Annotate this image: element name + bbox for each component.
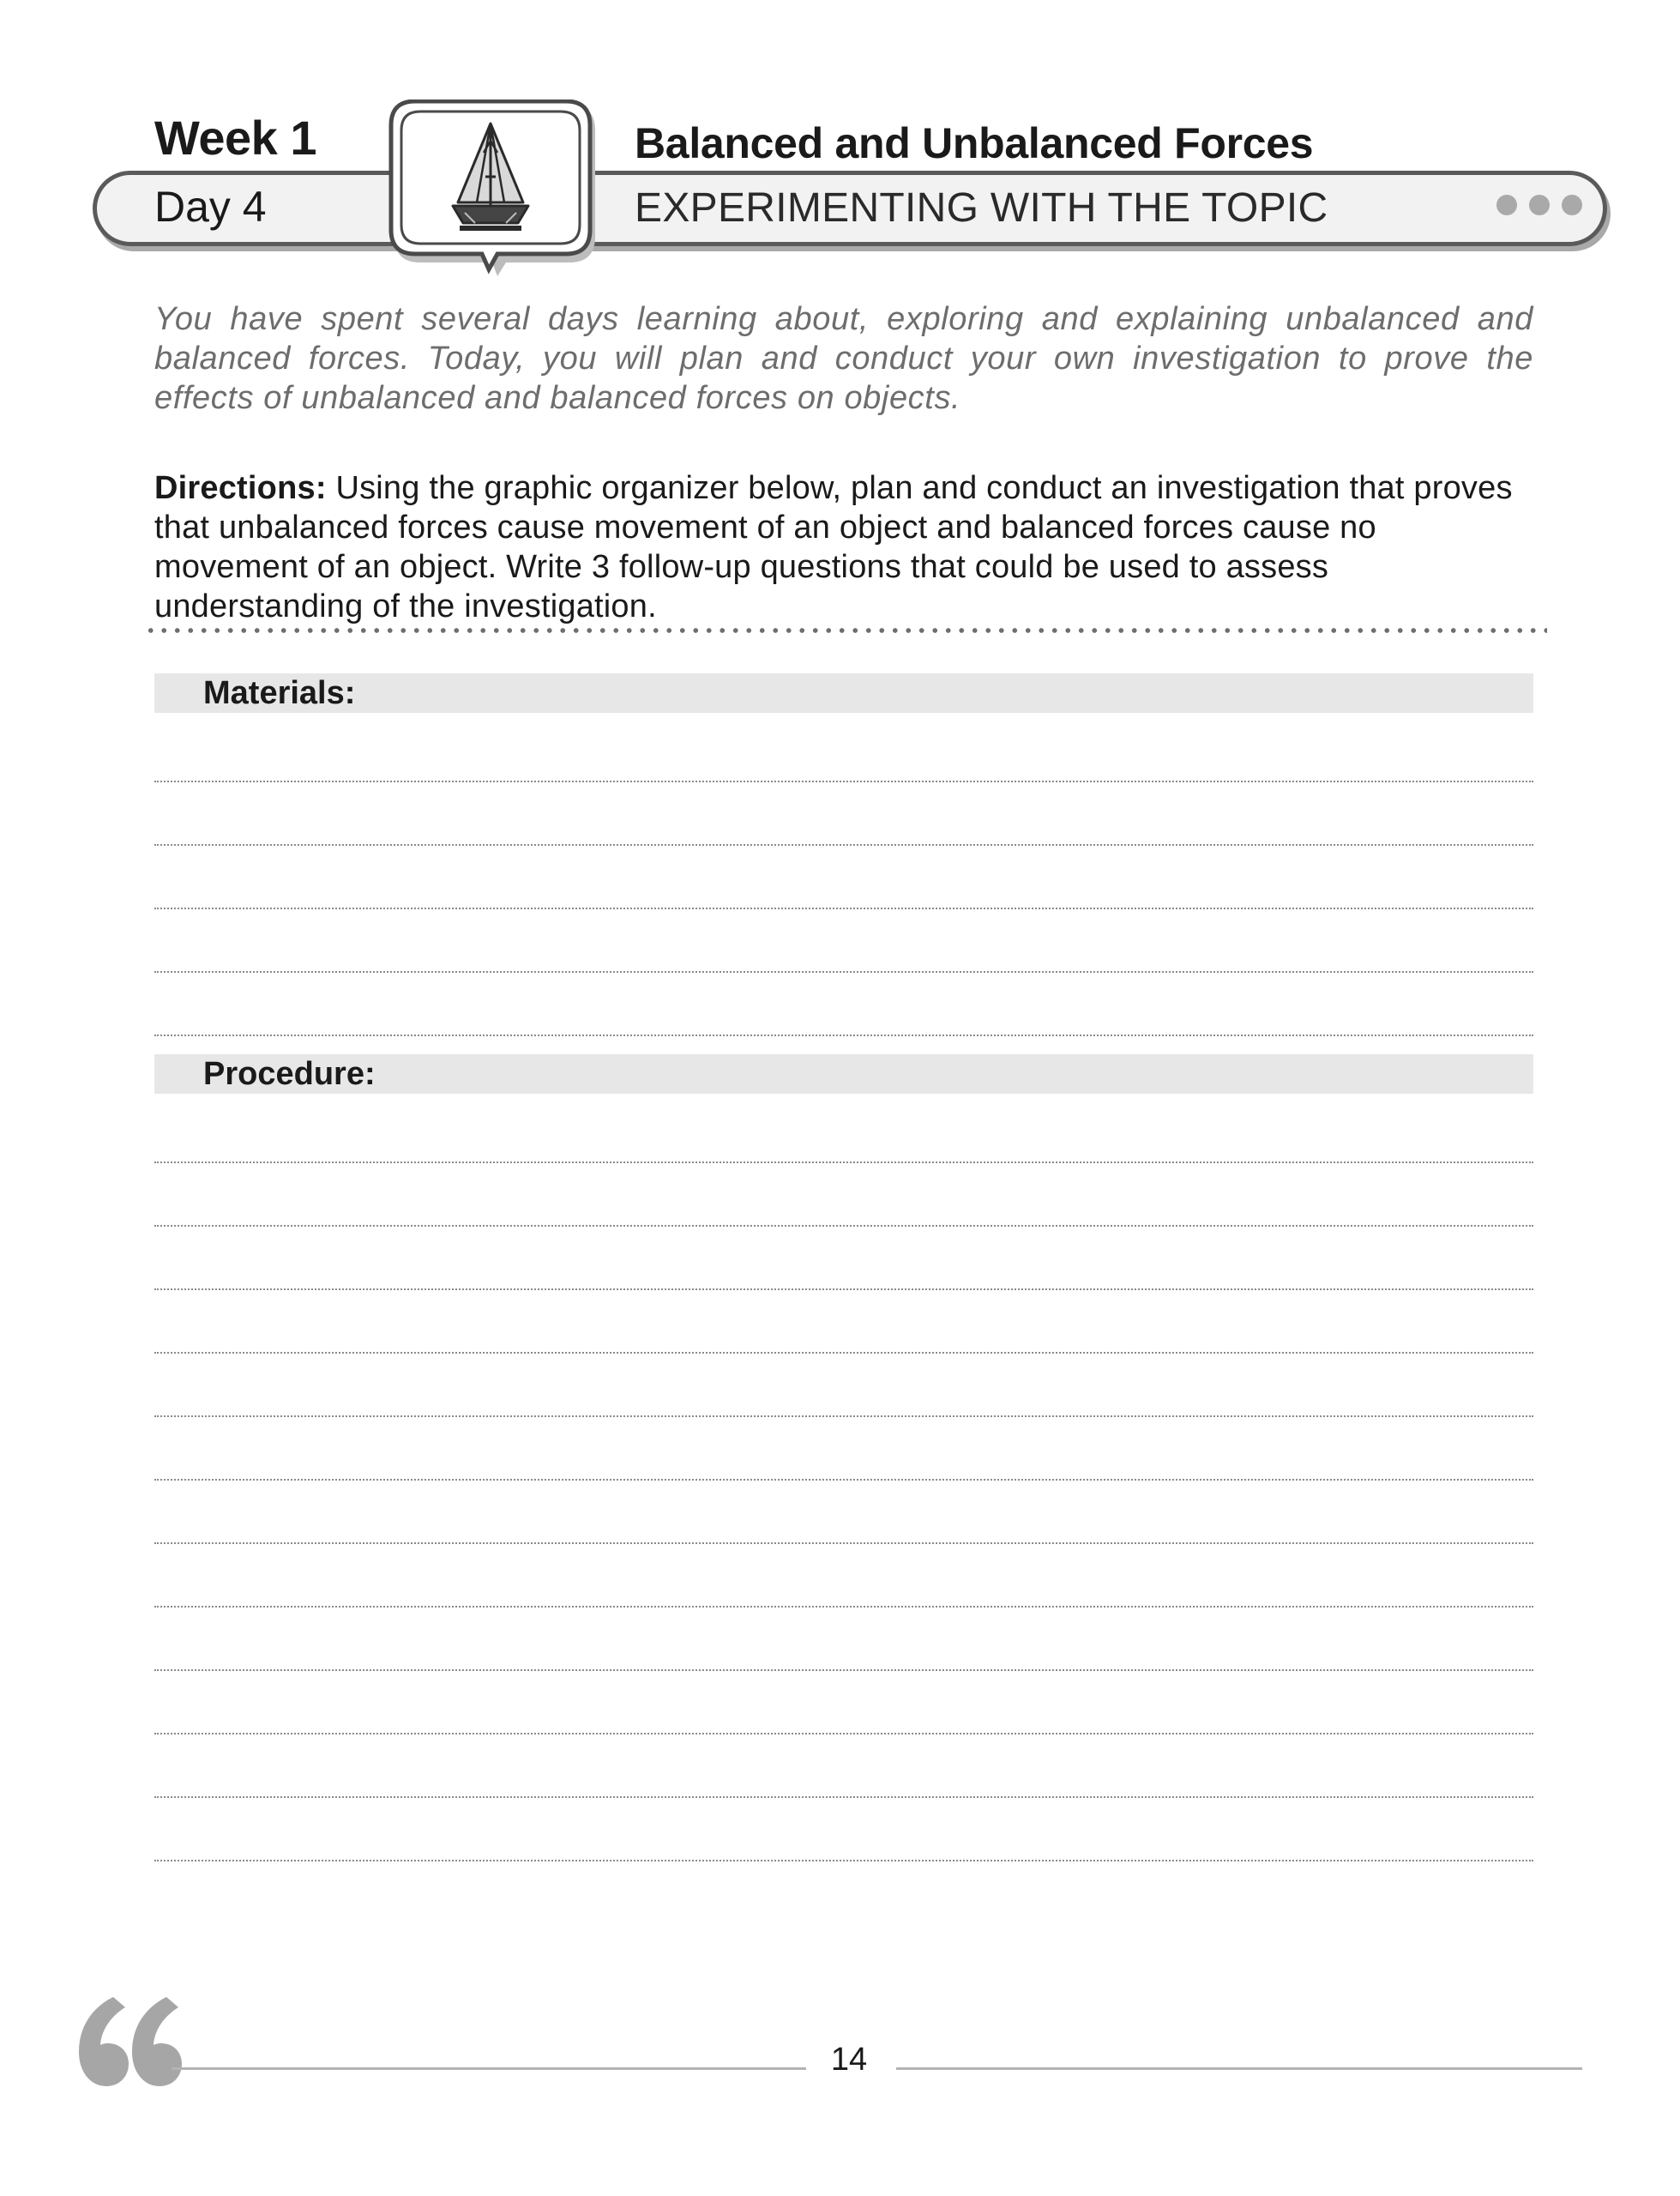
footer-rule-right xyxy=(896,2067,1582,2070)
procedure-writing-line[interactable] xyxy=(154,1669,1533,1671)
procedure-writing-line[interactable] xyxy=(154,1542,1533,1544)
directions-paragraph xyxy=(154,468,1533,626)
procedure-writing-line[interactable] xyxy=(154,1733,1533,1734)
sailboat-icon xyxy=(386,100,600,280)
page-title: Balanced and Unbalanced Forces xyxy=(635,119,1314,167)
procedure-writing-line[interactable] xyxy=(154,1161,1533,1163)
day-label: Day 4 xyxy=(154,183,267,231)
intro-paragraph: You have spent several days learning about, exploring and explaining unbalanced and balanced forces. Today, you will plan and conduct your own investigation to prove the effects of unbalanced and balanced forces on objects. xyxy=(154,301,1533,416)
procedure-label: Procedure: xyxy=(203,1056,376,1092)
procedure-writing-line[interactable] xyxy=(154,1415,1533,1417)
directions-text: Using the graphic organizer below, plan and conduct an investigation that proves that unbalanced forces cause movement of an object and balanced forces cause no movement of an object. Write 3 follow-up questions that could be used to assess understanding of the investigation. xyxy=(154,470,1513,624)
page-number: 14 xyxy=(830,2042,868,2078)
procedure-writing-line[interactable] xyxy=(154,1288,1533,1290)
procedure-writing-line[interactable] xyxy=(154,1860,1533,1861)
procedure-writing-line[interactable] xyxy=(154,1606,1533,1608)
dot xyxy=(1529,195,1550,215)
materials-label: Materials: xyxy=(203,675,356,711)
materials-writing-line[interactable] xyxy=(154,971,1533,973)
procedure-writing-line[interactable] xyxy=(154,1352,1533,1354)
page-subtitle: EXPERIMENTING WITH THE TOPIC xyxy=(635,185,1328,231)
procedure-header xyxy=(154,1054,1533,1094)
week-label: Week 1 xyxy=(154,111,316,165)
dot xyxy=(1496,195,1517,215)
materials-writing-line[interactable] xyxy=(154,908,1533,909)
procedure-writing-line[interactable] xyxy=(154,1479,1533,1481)
procedure-writing-line[interactable] xyxy=(154,1225,1533,1227)
procedure-writing-line[interactable] xyxy=(154,1796,1533,1798)
more-dots-icon xyxy=(1496,195,1582,217)
dot xyxy=(1562,195,1582,215)
materials-writing-line[interactable] xyxy=(154,1035,1533,1036)
quote-mark-icon xyxy=(74,1990,185,2093)
dotted-divider xyxy=(144,628,1547,633)
footer-rule-left xyxy=(172,2067,806,2070)
materials-header xyxy=(154,673,1533,713)
materials-writing-line[interactable] xyxy=(154,844,1533,846)
directions-label: Directions: xyxy=(154,470,327,506)
materials-writing-line[interactable] xyxy=(154,781,1533,782)
